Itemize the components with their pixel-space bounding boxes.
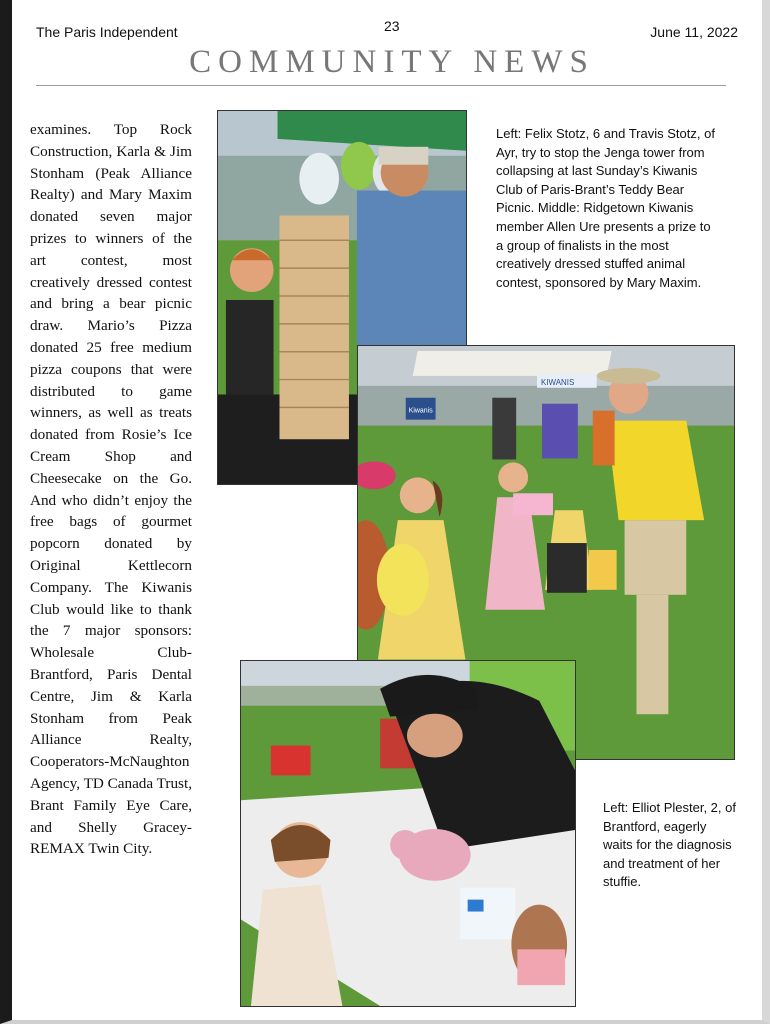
issue-date: June 11, 2022 bbox=[650, 24, 738, 40]
article-body: examines. Top Rock Construction, Karla & Jim Stonham (Peak Alliance Realty) and Mary Maxim donated seven major prizes to winners of the art contest, most creatively dressed contest and bring a bear picnic draw. Mario’s Pizza donated 25 free medium pizza coupons that were distributed to game winners, as well as treats donated from Rosie’s Ice Cream Shop and Cheesecake on the Go. And who didn’t enjoy the free bags of gourmet popcorn donated by Original Kettlecorn Company. The Kiwanis Club would like to thank the 7 major sponsors: Wholesale Club-Brantford, Paris Dental Centre, Jim & Karla Stonham from Peak Alliance Realty, Cooperators-McNaughton Agency, TD Canada Trust, Brant Family Eye Care, and Shelly Gracey-REMAX Twin City. bbox=[30, 121, 192, 858]
section-title: COMMUNITY NEWS bbox=[189, 44, 595, 80]
publication-name: The Paris Independent bbox=[36, 24, 178, 40]
page-number: 23 bbox=[384, 18, 400, 34]
photo-sign-text: Kiwanis bbox=[408, 407, 433, 415]
title-divider bbox=[36, 85, 726, 86]
photo-banner-text: KIWANIS bbox=[541, 377, 575, 387]
caption-top: Left: Felix Stotz, 6 and Travis Stotz, of Ayr, try to stop the Jenga tower from collapsing at last Sunday’s Kiwanis Club of Paris-Brant’s Teddy Bear Picnic. Middle: Ridgetown Kiwanis member Allen Ure presents a prize to a group of finalists in the most creatively dressed stuffed animal contest, sponsored by Mary Maxim. bbox=[496, 126, 715, 290]
photo-stuffie-clinic bbox=[240, 660, 576, 1007]
caption-bottom: Left: Elliot Plester, 2, of Brantford, eagerly waits for the diagnosis and treatment of her stuffie. bbox=[603, 800, 736, 890]
